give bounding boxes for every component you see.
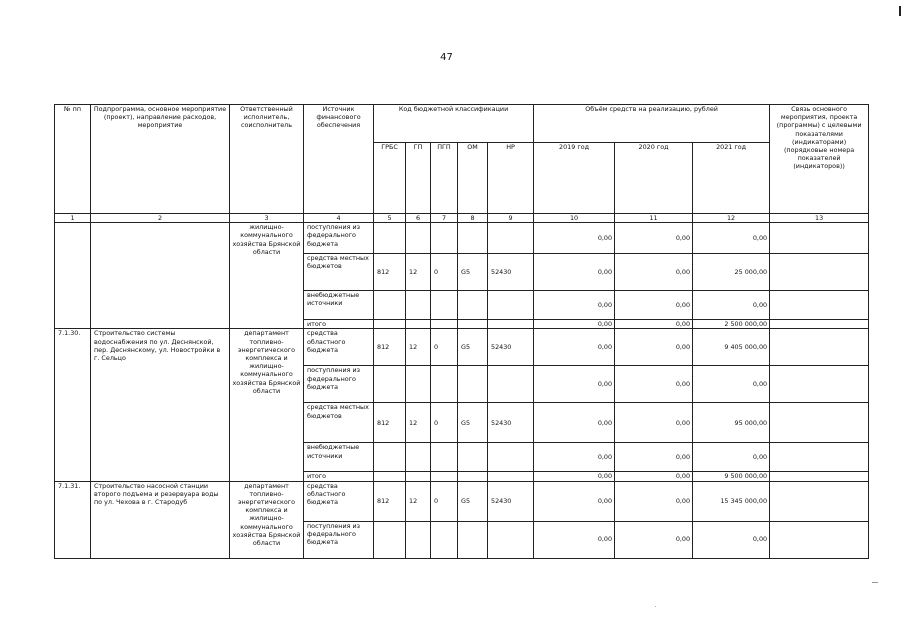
margin-mark [872,582,878,583]
amount-2020: 0,00 [615,320,693,329]
code-nr [488,291,534,320]
code-gp [406,443,431,472]
funding-source: итого [304,320,374,329]
amount-2021: 9 405 000,00 [693,329,770,366]
column-number: 4 [304,214,374,223]
header-subprogram: Подпрограмма, основное мероприятие (проект), направление расходов, мероприятие [91,105,230,214]
amount-2020: 0,00 [615,223,693,254]
amount-2020: 0,00 [615,403,693,443]
column-number-row [55,214,869,223]
budget-table [54,104,869,559]
code-gp [406,320,431,329]
amount-2019: 0,00 [534,254,615,291]
header-row [55,105,869,143]
amount-2021: 15 345 000,00 [693,481,770,521]
code-om: G5 [458,329,488,366]
funding-source: средства местных бюджетов [304,403,374,443]
code-gp: 12 [406,403,431,443]
header-no: № пп [55,105,91,214]
funding-source: поступления из федерального бюджета [304,521,374,558]
code-grbs: 812 [374,329,406,366]
column-number: 7 [431,214,458,223]
indicator-link [770,291,869,320]
column-number: 13 [770,214,869,223]
code-pgp [431,366,458,403]
header-nr: НР [488,143,534,214]
amount-2019: 0,00 [534,521,615,558]
item-name [91,223,230,329]
code-om [458,366,488,403]
item-number: 7.1.31. [55,481,91,558]
header-2019: 2019 год [534,143,615,214]
funding-source: средства областного бюджета [304,481,374,521]
amount-2020: 0,00 [615,291,693,320]
amount-2019: 0,00 [534,329,615,366]
item-number [55,223,91,329]
header-2021: 2021 год [693,143,770,214]
code-pgp [431,521,458,558]
header-om: ОМ [458,143,488,214]
header-grbs: ГРБС [374,143,406,214]
code-pgp: 0 [431,481,458,521]
code-pgp [431,320,458,329]
code-pgp: 0 [431,403,458,443]
code-pgp: 0 [431,329,458,366]
item-name: Строительство системы водоснабжения по ул. Деснянской, пер. Деснянскому, ул. Новостройки в г. Сельцо [91,329,230,481]
amount-2021: 0,00 [693,366,770,403]
amount-2020: 0,00 [615,481,693,521]
code-om [458,291,488,320]
code-gp: 12 [406,254,431,291]
code-grbs: 812 [374,481,406,521]
indicator-link [770,472,869,481]
code-pgp [431,472,458,481]
table-body [55,223,869,558]
column-number: 3 [230,214,304,223]
code-pgp [431,443,458,472]
code-nr [488,320,534,329]
amount-2021: 25 000,00 [693,254,770,291]
indicator-link [770,223,869,254]
scan-dot [655,606,656,607]
code-gp [406,223,431,254]
item-name: Строительство насосной станции второго подъема и резервуара воды по ул. Чехова в г. Стародуб [91,481,230,558]
amount-2019: 0,00 [534,223,615,254]
code-nr [488,366,534,403]
code-nr: 52430 [488,329,534,366]
header-2020: 2020 год [615,143,693,214]
code-om: G5 [458,403,488,443]
code-nr: 52430 [488,481,534,521]
amount-2019: 0,00 [534,366,615,403]
indicator-link [770,366,869,403]
code-om [458,521,488,558]
code-gp [406,366,431,403]
code-gp [406,291,431,320]
item-executor: жилищно-коммунального хозяйства Брянской области [230,223,304,329]
item-number: 7.1.30. [55,329,91,481]
amount-2021: 0,00 [693,443,770,472]
indicator-link [770,403,869,443]
code-om: G5 [458,254,488,291]
code-pgp [431,223,458,254]
code-grbs [374,472,406,481]
amount-2021: 9 500 000,00 [693,472,770,481]
code-om [458,320,488,329]
column-number: 6 [406,214,431,223]
header-executor: Ответственный исполнитель, соисполнитель [230,105,304,214]
header-volume: Объём средств на реализацию, рублей [534,105,770,143]
header-pgp: ПГП [431,143,458,214]
code-grbs [374,223,406,254]
code-grbs [374,291,406,320]
amount-2020: 0,00 [615,472,693,481]
code-nr [488,472,534,481]
code-gp: 12 [406,329,431,366]
amount-2021: 0,00 [693,521,770,558]
funding-source: средства местных бюджетов [304,254,374,291]
amount-2020: 0,00 [615,254,693,291]
column-number: 10 [534,214,615,223]
funding-source: поступления из федерального бюджета [304,223,374,254]
code-grbs [374,521,406,558]
table-row [55,481,869,521]
code-grbs: 812 [374,254,406,291]
indicator-link [770,521,869,558]
amount-2020: 0,00 [615,443,693,472]
amount-2019: 0,00 [534,472,615,481]
indicator-link [770,481,869,521]
code-grbs [374,443,406,472]
code-gp [406,521,431,558]
item-executor: департамент топливно-энергетического комплекса и жилищно-коммунального хозяйства Брянской области [230,481,304,558]
amount-2020: 0,00 [615,329,693,366]
table-row [55,329,869,366]
code-nr [488,443,534,472]
table-row [55,223,869,254]
amount-2021: 95 000,00 [693,403,770,443]
column-number: 12 [693,214,770,223]
funding-source: средства областного бюджета [304,329,374,366]
funding-source: внебюджетные источники [304,443,374,472]
column-number: 2 [91,214,230,223]
amount-2020: 0,00 [615,521,693,558]
amount-2021: 0,00 [693,223,770,254]
page-number: 47 [440,52,453,63]
column-number: 8 [458,214,488,223]
amount-2021: 2 500 000,00 [693,320,770,329]
code-pgp [431,291,458,320]
column-number: 1 [55,214,91,223]
code-gp: 12 [406,481,431,521]
column-number: 11 [615,214,693,223]
amount-2020: 0,00 [615,366,693,403]
code-om [458,472,488,481]
code-grbs [374,366,406,403]
header-gp: ГП [406,143,431,214]
column-number: 5 [374,214,406,223]
code-nr: 52430 [488,403,534,443]
code-grbs [374,320,406,329]
funding-source: поступления из федерального бюджета [304,366,374,403]
indicator-link [770,443,869,472]
column-number: 9 [488,214,534,223]
header-budget-code: Код бюджетной классификации [374,105,534,143]
item-executor: департамент топливно-энергетического комплекса и жилищно-коммунального хозяйства Брянской области [230,329,304,481]
amount-2019: 0,00 [534,481,615,521]
amount-2019: 0,00 [534,291,615,320]
code-pgp: 0 [431,254,458,291]
header-link: Связь основного мероприятия, проекта (программы) с целевыми показателями (индикаторами) (порядковые номера показателей (индикаторов)) [770,105,869,214]
amount-2019: 0,00 [534,320,615,329]
funding-source: итого [304,472,374,481]
code-gp [406,472,431,481]
edge-mark [899,6,901,16]
amount-2019: 0,00 [534,443,615,472]
indicator-link [770,329,869,366]
header-source: Источник финансового обеспечения [304,105,374,214]
amount-2021: 0,00 [693,291,770,320]
amount-2019: 0,00 [534,403,615,443]
indicator-link [770,254,869,291]
code-om [458,443,488,472]
code-nr [488,223,534,254]
code-grbs: 812 [374,403,406,443]
code-om [458,223,488,254]
indicator-link [770,320,869,329]
code-nr [488,521,534,558]
funding-source: внебюджетные источники [304,291,374,320]
code-nr: 52430 [488,254,534,291]
code-om: G5 [458,481,488,521]
